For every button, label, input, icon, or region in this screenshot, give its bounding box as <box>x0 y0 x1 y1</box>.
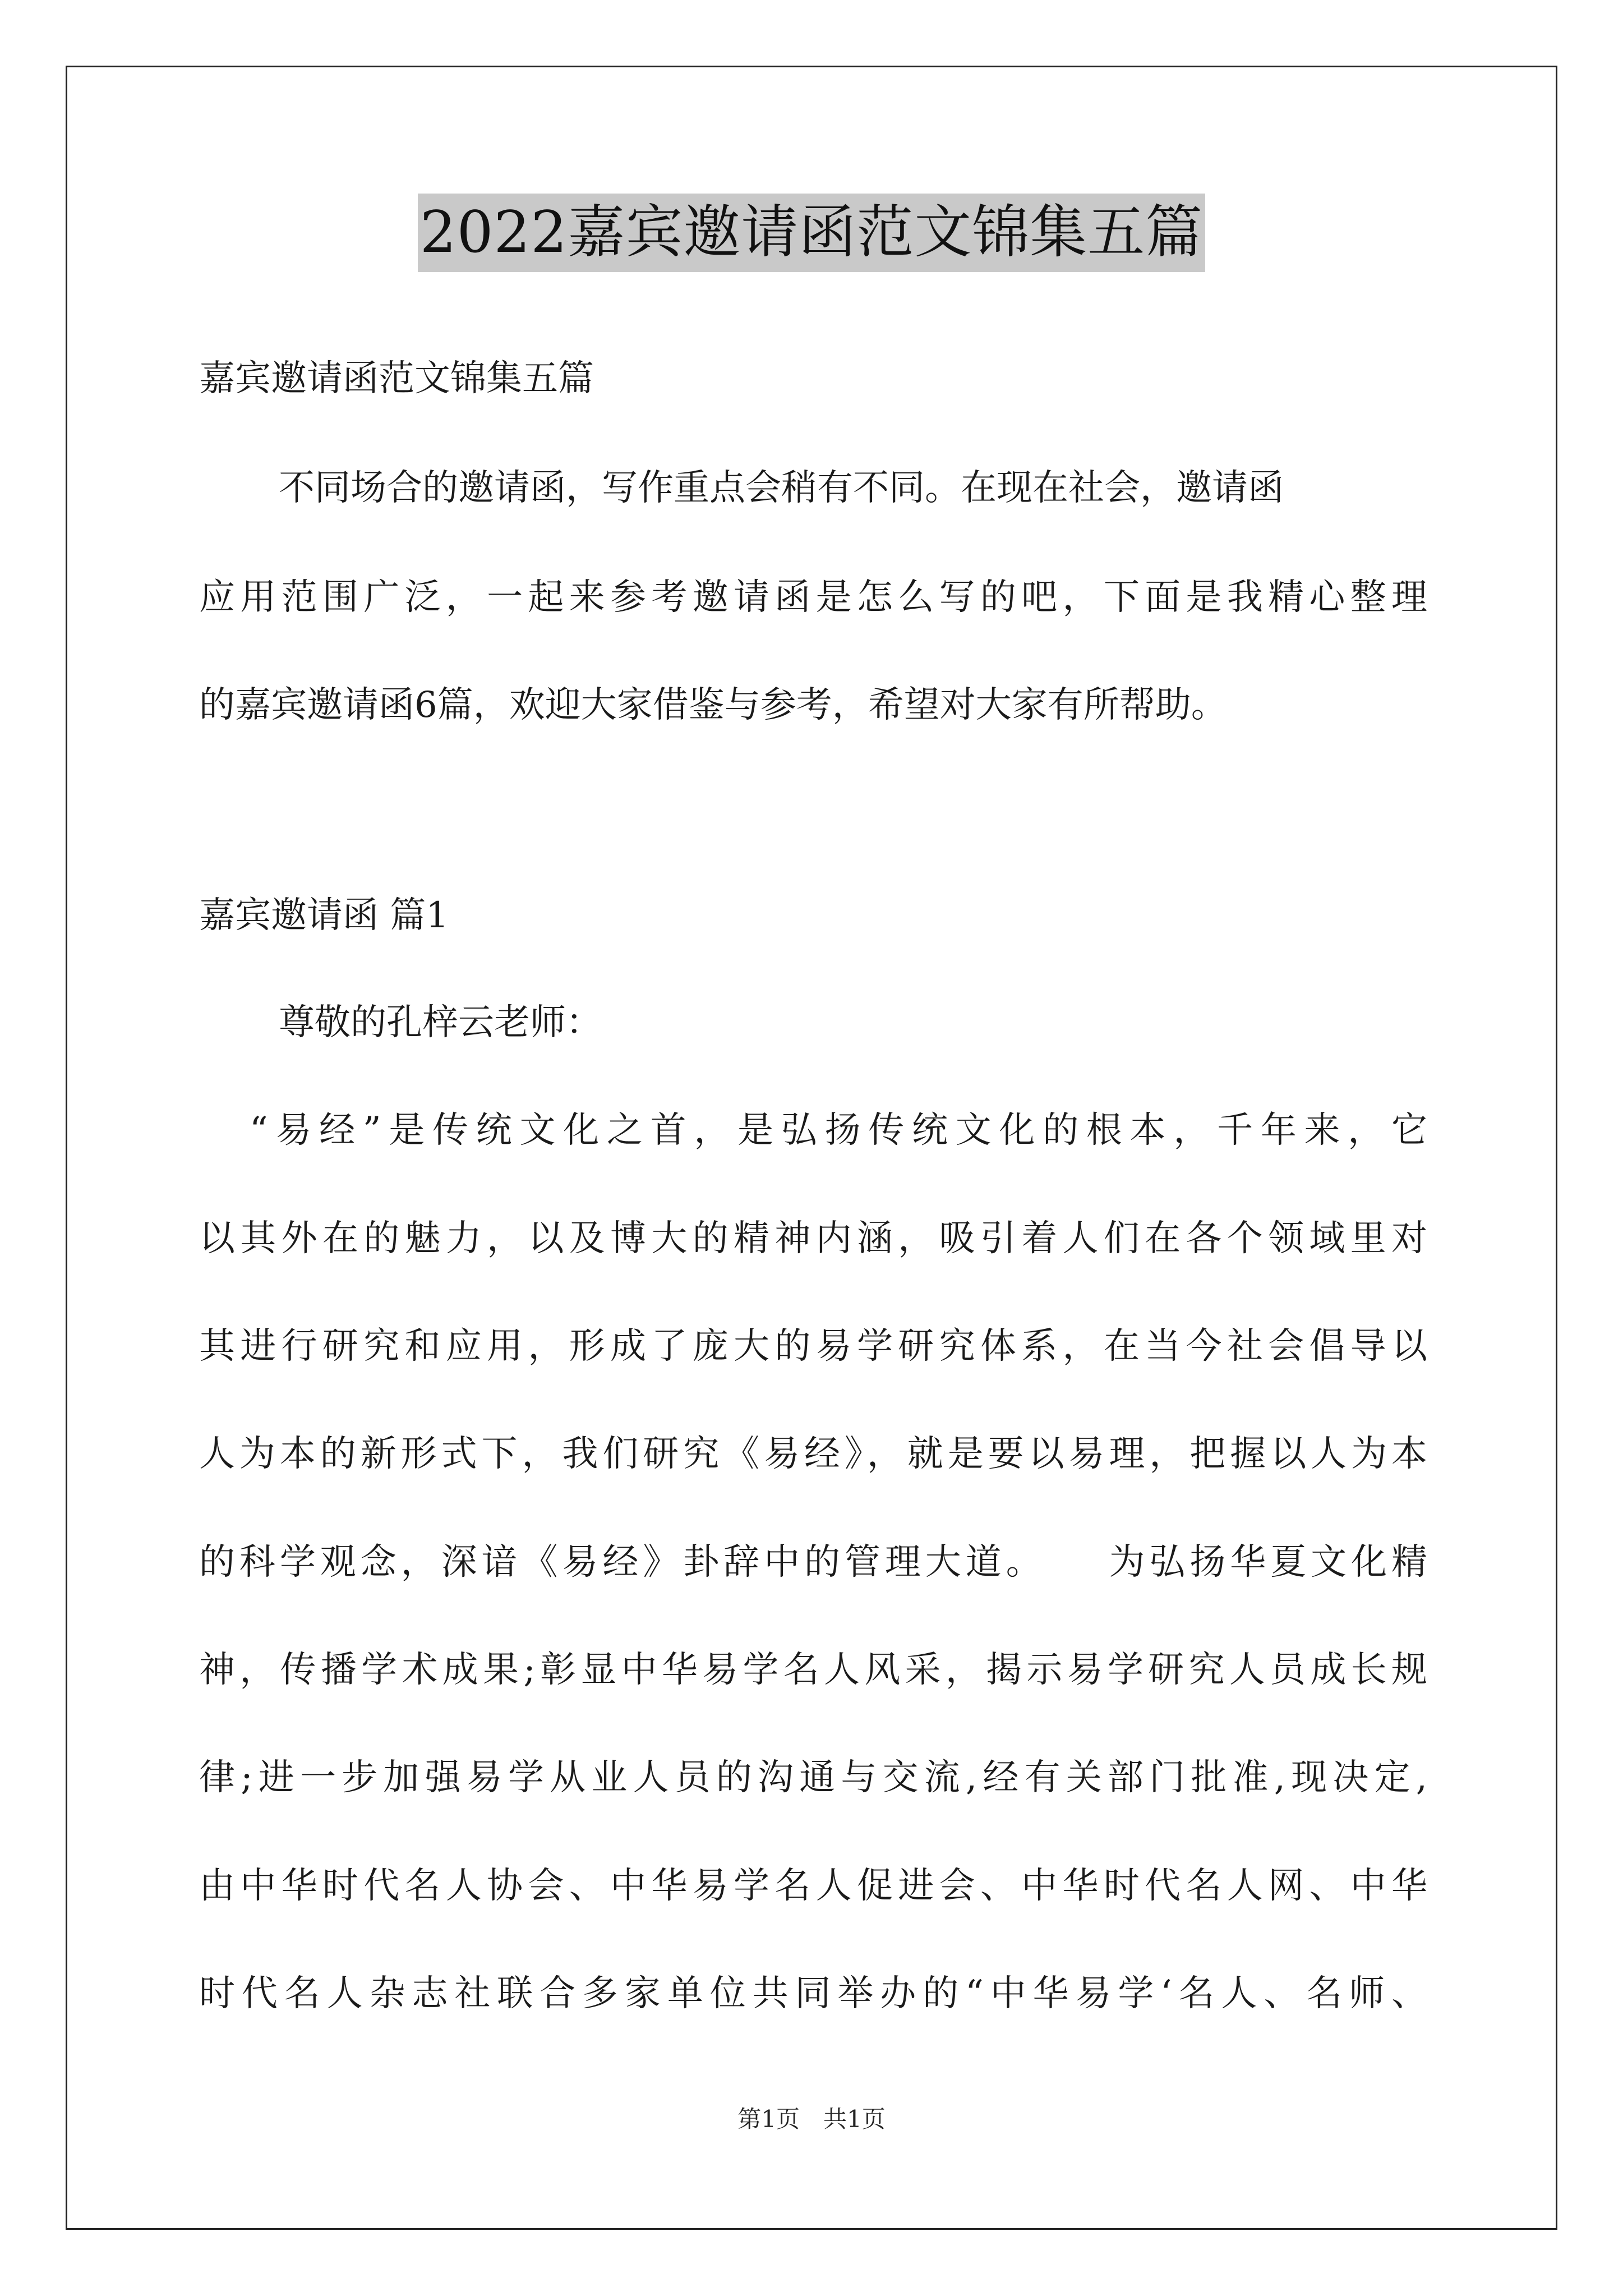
body-line-1: “易经”是传统文化之首，是弘扬传统文化的根本，千年来，它 <box>250 1110 1427 1151</box>
body-line-5: 的科学观念，深谙《易经》卦辞中的管理大道。 为弘扬华夏文化精 <box>199 1542 1427 1583</box>
intro-line-2: 应用范围广泛，一起来参考邀请函是怎么写的吧，下面是我精心整理 <box>199 577 1427 618</box>
document-subtitle: 嘉宾邀请函范文锦集五篇 <box>199 358 594 399</box>
body-line-8: 由中华时代名人协会、中华易学名人促进会、中华时代名人网、中华 <box>199 1865 1427 1907</box>
body-line-6: 神，传播学术成果;彰显中华易学名人风采，揭示易学研究人员成长规 <box>199 1649 1427 1691</box>
page-footer: 第1页 共1页 <box>737 2105 886 2133</box>
document-title: 2022嘉宾邀请函范文锦集五篇 <box>418 194 1206 272</box>
section-heading: 嘉宾邀请函 篇1 <box>199 895 449 936</box>
salutation: 尊敬的孔梓云老师： <box>279 1002 602 1043</box>
body-line-2: 以其外在的魅力，以及博大的精神内涵，吸引着人们在各个领域里对 <box>199 1218 1427 1259</box>
intro-line-1: 不同场合的邀请函，写作重点会稍有不同。在现在社会，邀请函 <box>279 467 1284 509</box>
body-line-3: 其进行研究和应用，形成了庞大的易学研究体系，在当今社会倡导以 <box>199 1326 1427 1367</box>
body-line-9: 时代名人杂志社联合多家单位共同举办的“中华易学‘名人、名师、 <box>199 1973 1427 2014</box>
body-line-4: 人为本的新形式下，我们研究《易经》，就是要以易理，把握以人为本 <box>199 1433 1427 1475</box>
body-line-7: 律;进一步加强易学从业人员的沟通与交流,经有关部门批准,现决定, <box>199 1757 1427 1798</box>
title-container <box>0 194 1623 272</box>
intro-line-3: 的嘉宾邀请函6篇，欢迎大家借鉴与参考，希望对大家有所帮助。 <box>199 684 1227 726</box>
